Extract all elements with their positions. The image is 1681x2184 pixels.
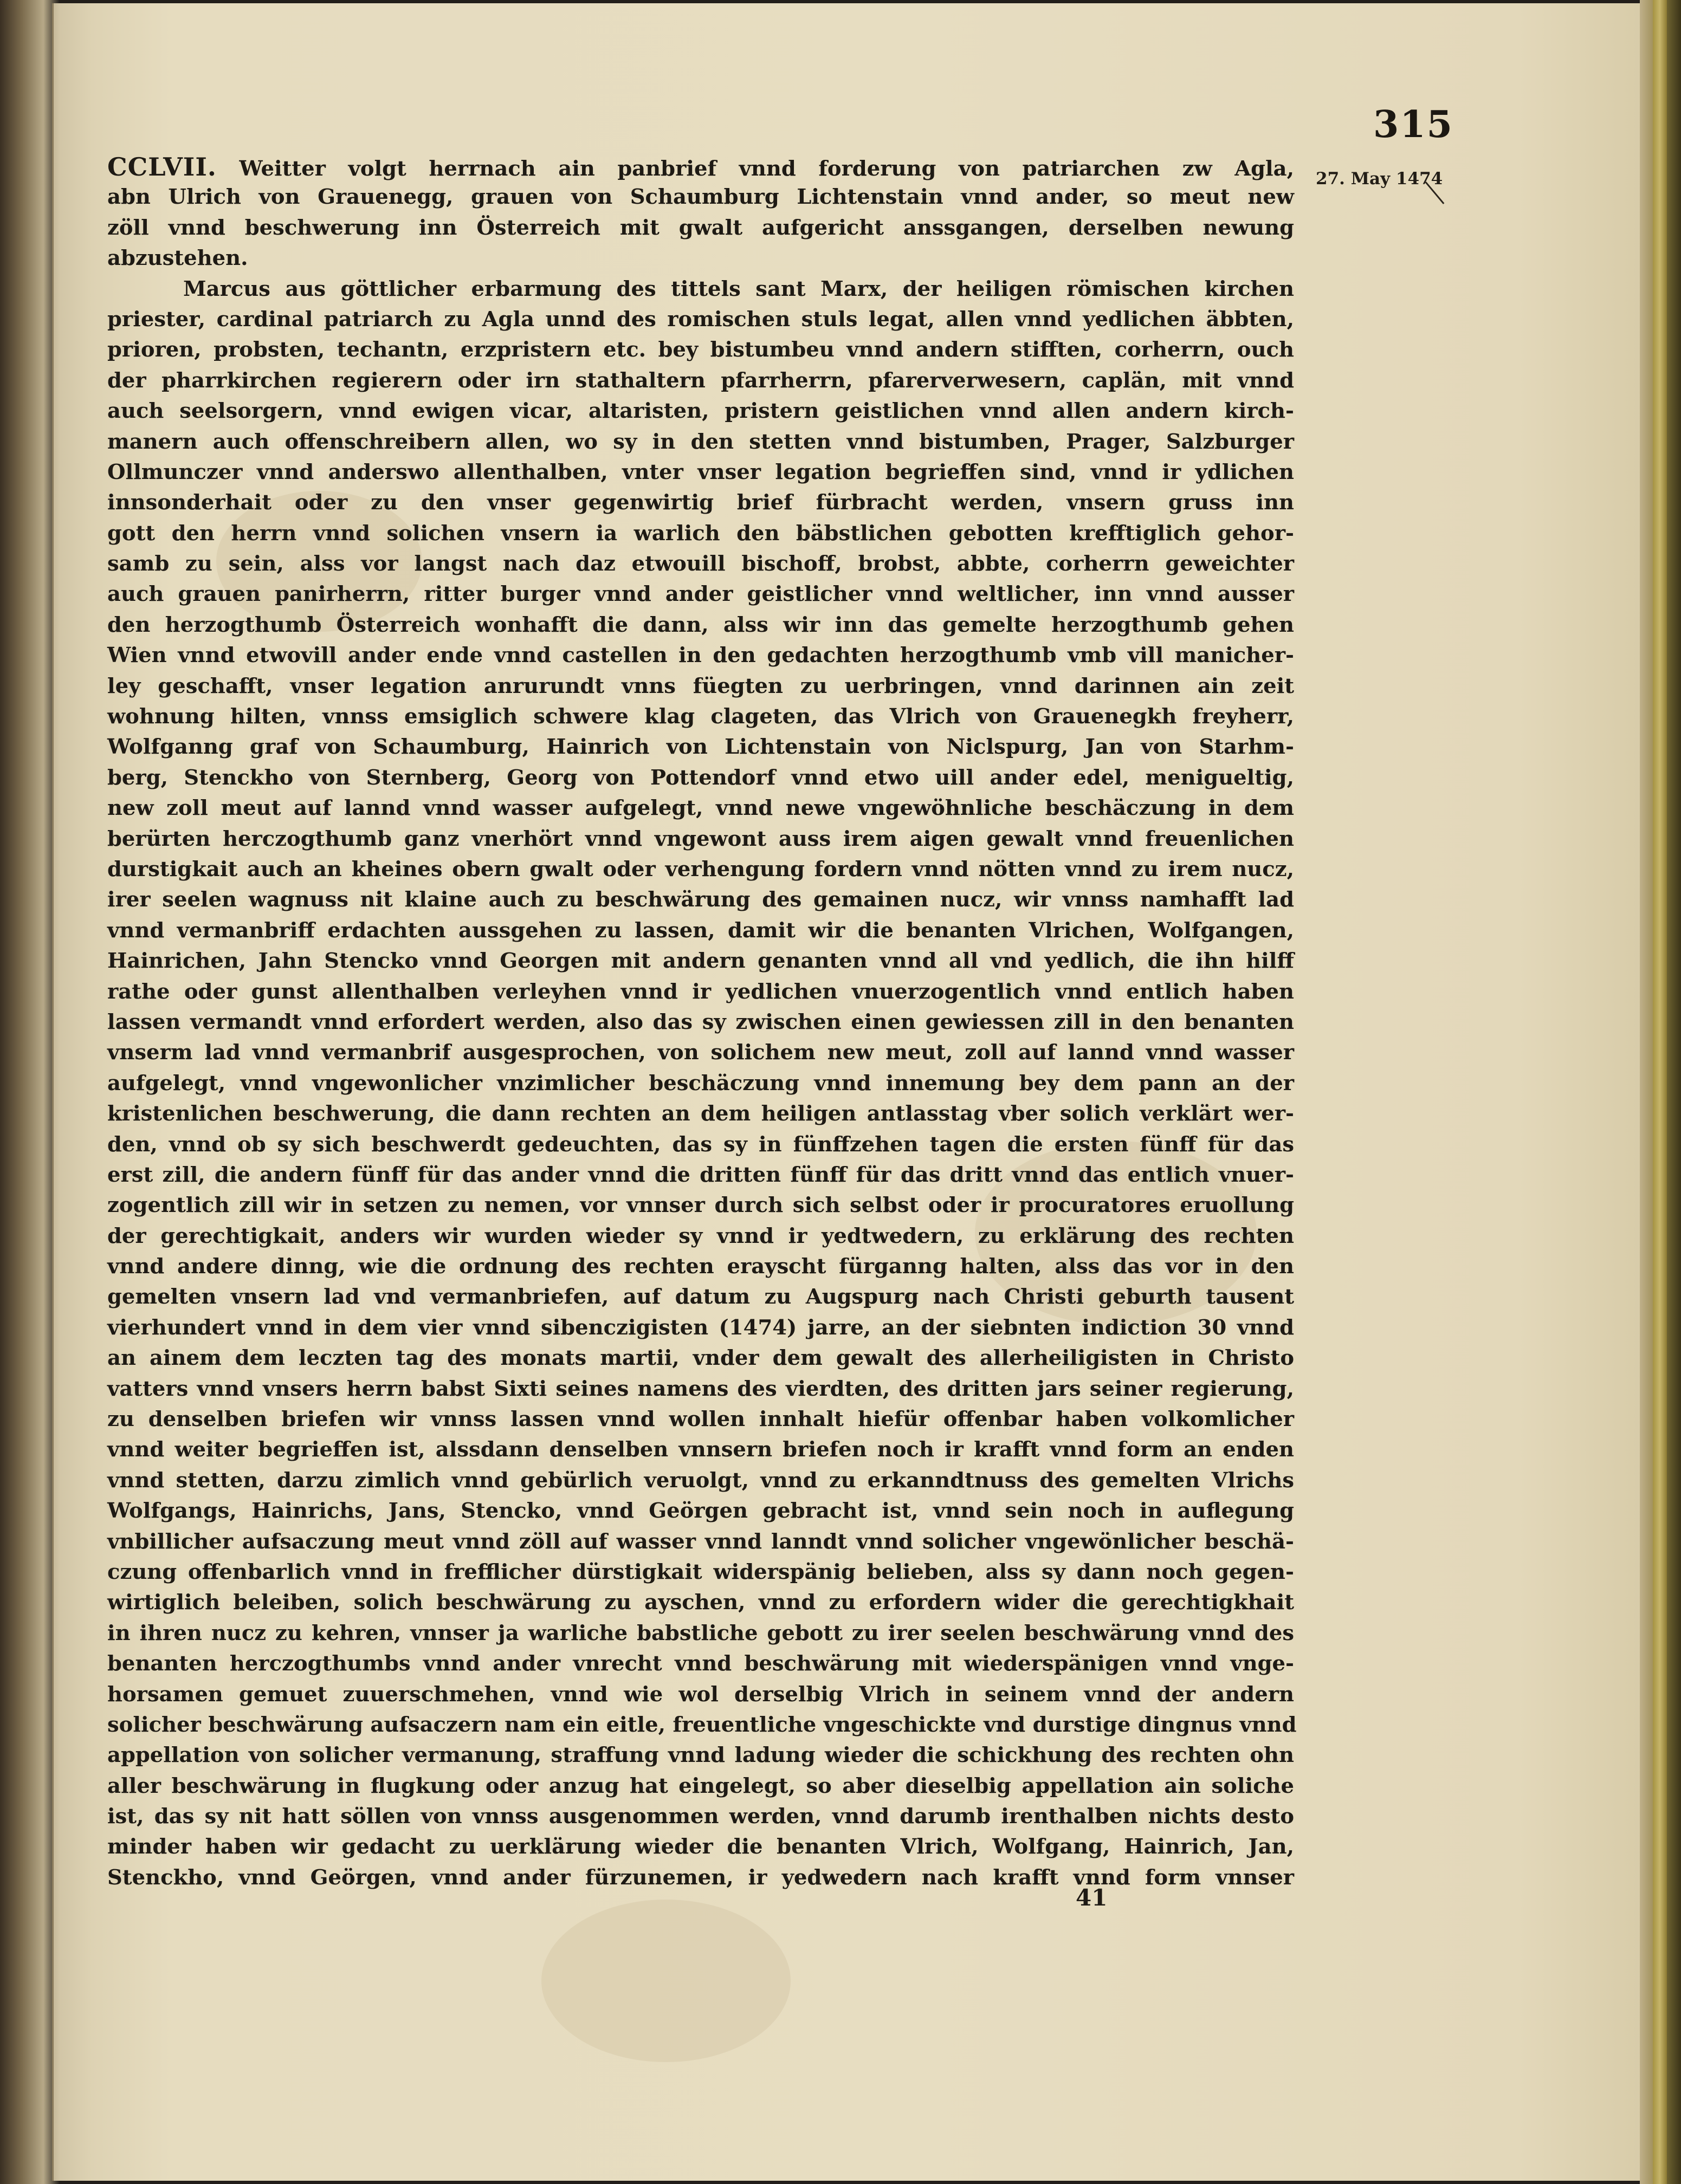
page-number: 315	[1373, 103, 1453, 146]
text-line: manern auch offenschreibern allen, wo sy in den stetten vnnd bistumben, Prager, Salzburger	[107, 429, 1294, 454]
text-line: vnnd weiter begrieffen ist, alssdann denselben vnnsern briefen noch ir krafft vnnd form an enden	[107, 1437, 1294, 1462]
text-line: vatters vnnd vnsers herrn babst Sixti seines namens des vierdten, des dritten jars seiner regierung,	[107, 1376, 1294, 1401]
text-line: gott den herrn vnnd solichen vnsern ia warlich den bäbstlichen gebotten krefftiglich gehor-	[107, 521, 1294, 546]
text-line: aller beschwärung in flugkung oder anzug hat eingelegt, so aber dieselbig appellation ain soliche	[107, 1773, 1294, 1798]
text-line: wirtiglich beleiben, solich beschwärung zu ayschen, vnnd zu erfordern wider die gerechtigkhait	[107, 1590, 1294, 1615]
text-line: berürten herczogthumb ganz vnerhört vnnd vngewont auss irem aigen gewalt vnnd freuenlichen	[107, 826, 1294, 851]
text-line: samb zu sein, alss vor langst nach daz etwouill bischoff, brobst, abbte, corherrn geweichter	[107, 552, 1294, 576]
text-line: irer seelen wagnuss nit klaine auch zu beschwärung des gemainen nucz, wir vnnss namhafft lad	[107, 887, 1294, 912]
text-line: rathe oder gunst allenthalben verleyhen vnnd ir yedlichen vnuerzogentlich vnnd entlich haben	[107, 979, 1294, 1004]
binding-gutter	[0, 0, 60, 2184]
text-line: abn Ulrich von Grauenegg, grauen von Schaumburg Lichtenstain vnnd ander, so meut new	[107, 185, 1294, 210]
text-line: vnbillicher aufsaczung meut vnnd zöll auf wasser vnnd lanndt vnnd solicher vngewönlicher beschä-	[107, 1529, 1294, 1554]
text-line: solicher beschwärung aufsaczern nam ein eitle, freuentliche vngeschickte vnd durstige dingnus vnnd	[107, 1712, 1297, 1737]
text-line: Stenckho, vnnd Geörgen, vnnd ander fürzunemen, ir yedwedern nach krafft vnnd form vnnser	[107, 1865, 1294, 1890]
document-number: CCLVII.	[107, 152, 217, 182]
text-line: den herzogthumb Österreich wonhafft die dann, alss wir inn das gemelte herzogthumb gehen	[107, 612, 1294, 637]
text-line: gemelten vnsern lad vnd vermanbriefen, auf datum zu Augspurg nach Christi geburth tausent	[107, 1285, 1294, 1310]
signature-mark: 41	[1076, 1884, 1108, 1911]
text-line: minder haben wir gedacht zu uerklärung wieder die benanten Vlrich, Wolfgang, Hainrich, Jan,	[107, 1835, 1294, 1859]
text-line: erst zill, die andern fünff für das ander vnnd die dritten fünff für das dritt vnnd das entlich vnuer-	[107, 1162, 1294, 1187]
text-line: horsamen gemuet zuuerschmehen, vnnd wie wol derselbig Vlrich in seinem vnnd der andern	[107, 1682, 1294, 1707]
text-line: zogentlich zill wir in setzen zu nemen, vor vnnser durch sich selbst oder ir procuratores eruollung	[107, 1193, 1294, 1218]
text-line: Wien vnnd etwovill ander ende vnnd castellen in den gedachten herzogthumb vmb vill manicher-	[107, 643, 1294, 668]
text-line: czung offenbarlich vnnd in frefflicher dürstigkait widerspänig belieben, alss sy dann noch gegen-	[107, 1559, 1294, 1584]
text-line: zu denselben briefen wir vnnss lassen vnnd wollen innhalt hiefür offenbar haben volkomlicher	[107, 1407, 1294, 1432]
text-line: vierhundert vnnd in dem vier vnnd sibenczigisten (1474) jarre, an der siebnten indiction 30 vnnd	[107, 1315, 1294, 1340]
text-line: den, vnnd ob sy sich beschwerdt gedeuchten, das sy in fünffzehen tagen die ersten fünff für das	[107, 1132, 1294, 1157]
text-line: vnnd vermanbriff erdachten aussgehen zu lassen, damit wir die benanten Vlrichen, Wolfgangen,	[107, 918, 1294, 943]
document-body	[107, 152, 1297, 1893]
text-line: kristenlichen beschwerung, die dann rechten an dem heiligen antlasstag vber solich verklärt wer-	[107, 1101, 1294, 1126]
text-line: Wolfganng graf von Schaumburg, Hainrich von Lichtenstain von Niclspurg, Jan von Starhm-	[107, 735, 1294, 760]
text-line: der pharrkirchen regierern oder irn stathaltern pfarrherrn, pfarerverwesern, caplän, mit vnnd	[107, 368, 1294, 393]
page-edge	[1640, 0, 1653, 2184]
margin-date-note: 27. May 1474	[1316, 169, 1443, 189]
page-edge-gilt	[1653, 0, 1667, 2184]
text-line: ley geschafft, vnser legation anrurundt vnns füegten zu uerbringen, vnnd darinnen ain zeit	[107, 673, 1294, 698]
text-line: Marcus aus göttlicher erbarmung des tittels sant Marx, der heiligen römischen kirchen	[183, 276, 1294, 301]
text-line: innsonderhait oder zu den vnser gegenwirtig brief fürbracht werden, vnsern gruss inn	[107, 490, 1294, 515]
text-line: Hainrichen, Jahn Stencko vnnd Georgen mit andern genanten vnnd all vnd yedlich, die ihn hilff	[107, 949, 1294, 974]
text-line: ist, das sy nit hatt söllen von vnnss ausgenommen werden, vnnd darumb irenthalben nichts desto	[107, 1804, 1294, 1829]
text-line: durstigkait auch an kheines obern gwalt oder verhengung fordern vnnd nötten vnnd zu irem nucz,	[107, 857, 1294, 882]
paper-stain	[541, 1900, 791, 2062]
text-line: Wolfgangs, Hainrichs, Jans, Stencko, vnnd Geörgen gebracht ist, vnnd sein noch in auflegung	[107, 1499, 1294, 1524]
page-edge-shadow	[1667, 0, 1681, 2184]
text-line: berg, Stenckho von Sternberg, Georg von Pottendorf vnnd etwo uill ander edel, menigueltig,	[107, 765, 1294, 790]
text-line: prioren, probsten, techantn, erzpristern etc. bey bistumbeu vnnd andern stifften, corherrn, ouch	[107, 338, 1294, 362]
text-line: appellation von solicher vermanung, straffung vnnd ladung wieder die schickhung des rechten ohn	[107, 1743, 1294, 1768]
text-line: benanten herczogthumbs vnnd ander vnrecht vnnd beschwärung mit wiederspänigen vnnd vnge-	[107, 1651, 1294, 1676]
text-line: vnserm lad vnnd vermanbrif ausgesprochen, von solichem new meut, zoll auf lannd vnnd wasser	[107, 1040, 1294, 1065]
text-line: auch seelsorgern, vnnd ewigen vicar, altaristen, pristern geistlichen vnnd allen andern kirch-	[107, 399, 1294, 424]
text-line: an ainem dem leczten tag des monats martii, vnder dem gewalt des allerheiligisten in Christo	[107, 1346, 1294, 1371]
heading-text: Weitter volgt herrnach ain panbrief vnnd forderung von patriarchen zw Agla,	[239, 157, 1295, 181]
text-line: Ollmunczer vnnd anderswo allenthalben, vnter vnser legation begrieffen sind, vnnd ir ydlichen	[107, 459, 1294, 484]
text-line: in ihren nucz zu kehren, vnnser ja warliche babstliche gebott zu irer seelen beschwärung vnnd des	[107, 1621, 1294, 1645]
text-line: abzustehen.	[107, 246, 248, 271]
text-line: vnnd andere dinng, wie die ordnung des rechten erayscht fürganng halten, alss das vor in den	[107, 1254, 1294, 1279]
text-line: der gerechtigkait, anders wir wurden wieder sy vnnd ir yedtwedern, zu erklärung des rechten	[107, 1223, 1294, 1248]
text-line: auch grauen panirherrn, ritter burger vnnd ander geistlicher vnnd weltlicher, inn vnnd ausser	[107, 582, 1294, 607]
text-line: aufgelegt, vnnd vngewonlicher vnzimlicher beschäczung vnnd innemung bey dem pann an der	[107, 1071, 1294, 1096]
text-line: vnnd stetten, darzu zimlich vnnd gebürlich veruolgt, vnnd zu erkanndtnuss des gemelten Vlrichs	[107, 1468, 1294, 1493]
text-line: new zoll meut auf lannd vnnd wasser aufgelegt, vnnd newe vngewöhnliche beschäczung in dem	[107, 796, 1294, 821]
text-line: lassen vermandt vnnd erfordert werden, also das sy zwischen einen gewiessen zill in den benanten	[107, 1009, 1294, 1034]
text-line: zöll vnnd beschwerung inn Österreich mit gwalt aufgericht anssgangen, derselben newung	[107, 215, 1294, 240]
text-line: priester, cardinal patriarch zu Agla unnd des romischen stuls legat, allen vnnd yedlichen äbbten,	[107, 307, 1294, 332]
text-line: wohnung hilten, vnnss emsiglich schwere klag clageten, das Vlrich von Grauenegkh freyherr,	[107, 704, 1294, 729]
heading-line	[107, 152, 1294, 182]
